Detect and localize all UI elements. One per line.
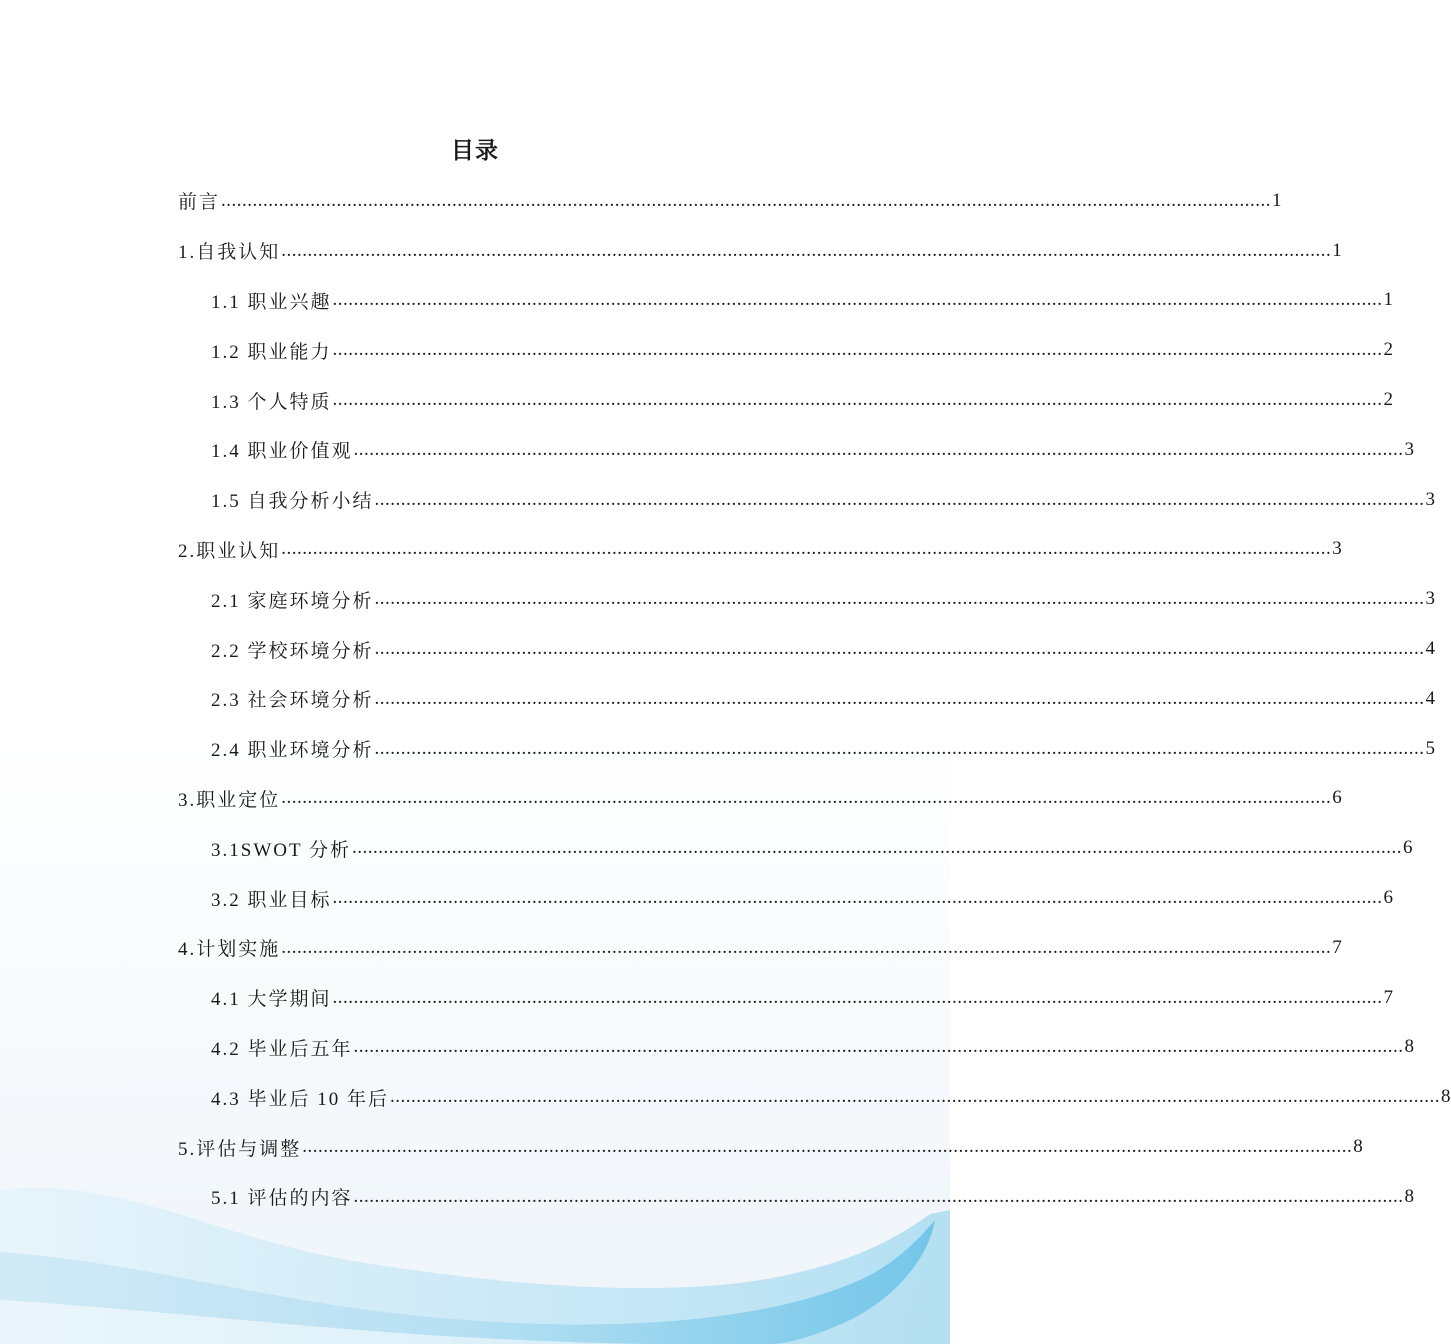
toc-entry[interactable] <box>0 226 1342 276</box>
toc-page-number: 8 <box>1353 1136 1363 1158</box>
toc-entry[interactable] <box>0 176 1282 226</box>
toc-dot-leader: ........................................................................................................................................................................................................ <box>281 787 1332 809</box>
toc-entry[interactable] <box>0 873 1394 923</box>
toc-entry[interactable] <box>0 774 1342 824</box>
toc-dot-leader: ........................................................................................................................................................................................................ <box>374 687 1425 709</box>
toc-page-number: 6 <box>1332 787 1342 809</box>
toc-page-number: 2 <box>1383 339 1394 361</box>
toc-entry-label: 2.1 家庭环境分析 <box>211 590 374 612</box>
toc-page-number: 2 <box>1383 389 1394 411</box>
toc-entry-label: 1.自我认知 <box>178 242 281 264</box>
toc-dot-leader: ........................................................................................................................................................................................................ <box>221 189 1272 211</box>
toc-entry-label: 3.1SWOT 分析 <box>211 839 351 861</box>
toc-entry-label: 5.1 评估的内容 <box>211 1188 353 1210</box>
toc-page-number: 7 <box>1383 986 1394 1008</box>
toc-dot-leader: ........................................................................................................................................................................................................ <box>332 289 1383 311</box>
toc-dot-leader: ........................................................................................................................................................................................................ <box>374 737 1425 759</box>
toc-entry-label: 2.2 学校环境分析 <box>211 640 374 662</box>
toc-dot-leader: ........................................................................................................................................................................................................ <box>332 389 1383 411</box>
toc-entry-label: 4.2 毕业后五年 <box>211 1038 353 1060</box>
toc-entry[interactable] <box>0 1023 1415 1073</box>
toc-page-number: 6 <box>1383 887 1394 909</box>
toc-page-number: 8 <box>1441 1086 1451 1108</box>
toc-entry-label: 1.3 个人特质 <box>211 391 332 413</box>
toc-page-number: 1 <box>1383 289 1394 311</box>
toc-dot-leader: ........................................................................................................................................................................................................ <box>332 887 1383 909</box>
toc-page-number: 8 <box>1404 1185 1415 1207</box>
toc-entry[interactable] <box>0 276 1394 326</box>
toc-entry[interactable] <box>0 724 1436 774</box>
toc-page-number: 8 <box>1404 1036 1415 1058</box>
toc-entry-label: 4.1 大学期间 <box>211 989 332 1011</box>
toc-entry[interactable] <box>0 923 1342 973</box>
toc-entry-label: 3.职业定位 <box>178 789 281 811</box>
toc-entry[interactable] <box>0 325 1394 375</box>
toc-page-number: 1 <box>1332 239 1342 261</box>
toc-page-number: 3 <box>1425 488 1436 510</box>
toc-entry[interactable] <box>0 425 1415 475</box>
toc-entry-label: 4.计划实施 <box>178 939 281 961</box>
toc-dot-leader: ........................................................................................................................................................................................................ <box>374 638 1425 660</box>
toc-dot-leader: ........................................................................................................................................................................................................ <box>353 1036 1404 1058</box>
toc-dot-leader: ........................................................................................................................................................................................................ <box>281 239 1332 261</box>
toc-entry-label: 1.2 职业能力 <box>211 341 332 363</box>
toc-page-number: 7 <box>1332 936 1342 958</box>
toc-page-number: 4 <box>1425 638 1436 660</box>
toc-entry[interactable] <box>0 823 1413 873</box>
toc-entry[interactable] <box>0 973 1394 1023</box>
toc-dot-leader: ........................................................................................................................................................................................................ <box>332 339 1383 361</box>
toc-entry-label: 1.4 职业价值观 <box>211 441 353 463</box>
table-of-contents <box>0 176 1451 1222</box>
toc-dot-leader: ........................................................................................................................................................................................................ <box>332 986 1383 1008</box>
toc-page-number: 3 <box>1425 588 1436 610</box>
toc-dot-leader: ........................................................................................................................................................................................................ <box>390 1086 1441 1108</box>
toc-entry[interactable] <box>0 1122 1363 1172</box>
toc-dot-leader: ........................................................................................................................................................................................................ <box>302 1136 1353 1158</box>
toc-entry-label: 2.职业认知 <box>178 540 281 562</box>
toc-dot-leader: ........................................................................................................................................................................................................ <box>281 936 1332 958</box>
toc-page-number: 4 <box>1425 687 1436 709</box>
toc-entry-label: 1.1 职业兴趣 <box>211 291 332 313</box>
toc-dot-leader: ........................................................................................................................................................................................................ <box>281 538 1332 560</box>
page-title: 目录 <box>451 138 499 163</box>
toc-dot-leader: ........................................................................................................................................................................................................ <box>374 588 1425 610</box>
toc-entry[interactable] <box>0 375 1394 425</box>
toc-page-number: 3 <box>1404 438 1415 460</box>
toc-entry-label: 1.5 自我分析小结 <box>211 491 374 513</box>
toc-entry-label: 4.3 毕业后 10 年后 <box>211 1088 390 1110</box>
toc-page-number: 3 <box>1332 538 1342 560</box>
toc-entry-label: 2.4 职业环境分析 <box>211 740 374 762</box>
toc-page-number: 6 <box>1402 837 1413 859</box>
toc-dot-leader: ........................................................................................................................................................................................................ <box>351 837 1402 859</box>
toc-entry-label: 5.评估与调整 <box>178 1138 302 1160</box>
toc-entry-label: 2.3 社会环境分析 <box>211 690 374 712</box>
toc-entry[interactable] <box>0 624 1436 674</box>
toc-entry[interactable] <box>0 525 1342 575</box>
toc-dot-leader: ........................................................................................................................................................................................................ <box>353 1185 1404 1207</box>
toc-dot-leader: ........................................................................................................................................................................................................ <box>353 438 1404 460</box>
toc-entry[interactable] <box>0 674 1436 724</box>
toc-entry[interactable] <box>0 1072 1451 1122</box>
toc-entry-label: 前言 <box>178 192 221 214</box>
toc-page-number: 1 <box>1272 189 1282 211</box>
toc-entry[interactable] <box>0 475 1436 525</box>
toc-page-number: 5 <box>1425 737 1436 759</box>
toc-entry[interactable] <box>0 1172 1415 1222</box>
toc-entry-label: 3.2 职业目标 <box>211 889 332 911</box>
toc-entry[interactable] <box>0 574 1436 624</box>
toc-dot-leader: ........................................................................................................................................................................................................ <box>374 488 1425 510</box>
